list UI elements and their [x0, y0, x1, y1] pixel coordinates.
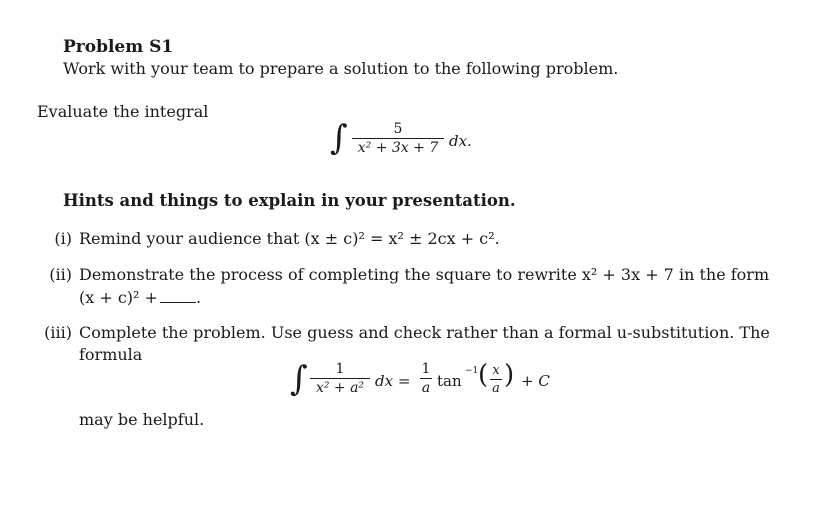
integral-fraction	[352, 121, 444, 156]
formula-arg-den: a	[492, 381, 500, 396]
hints-heading: Hints and things to explain in your presentation.	[63, 191, 516, 210]
hint-text-ii-line1: Demonstrate the process of completing the square to rewrite x² + 3x + 7 in the form	[79, 265, 770, 284]
integral-sign: ∫	[330, 118, 348, 158]
formula-coef-num: 1	[421, 361, 431, 377]
formula-tail: + C	[521, 372, 550, 390]
formula-numerator: 1	[335, 361, 345, 377]
hint-text-ii-line2: (x + c)² +	[79, 288, 158, 307]
formula-arg	[490, 363, 502, 396]
hint-marker-ii: (ii)	[49, 265, 72, 284]
hint-text-iii-line2: formula	[79, 345, 143, 364]
hint-text-iii-line1: Complete the problem. Use guess and check rather than a formal u-substitution. The	[79, 323, 770, 342]
formula-differential: dx =	[375, 372, 411, 390]
problem-subtitle: Work with your team to prepare a solution to the following problem.	[63, 59, 619, 78]
hint-text-i: Remind your audience that (x ± c)² = x² ± 2cx + c².	[79, 229, 500, 248]
integral-differential: dx.	[449, 132, 472, 150]
formula-fraction	[310, 361, 370, 396]
integral-numerator: 5	[393, 121, 403, 137]
hint-marker-iii: (iii)	[44, 323, 72, 342]
hint-marker-i: (i)	[54, 229, 72, 248]
formula-func: tan	[437, 372, 462, 390]
integral-denominator: x² + 3x + 7	[357, 140, 439, 156]
formula-arg-num: x	[492, 363, 500, 378]
formula-func-exp: −1	[465, 366, 479, 376]
evaluate-label: Evaluate the integral	[37, 102, 209, 121]
formula-denominator: x² + a²	[315, 380, 365, 396]
formula-integral-sign: ∫	[290, 359, 308, 399]
problem-title: Problem S1	[63, 37, 174, 57]
formula-coefficient	[420, 361, 432, 396]
formula-coef-den: a	[421, 380, 431, 396]
answer-blank	[160, 302, 196, 303]
hint-text-iii-after: may be helpful.	[79, 410, 205, 429]
